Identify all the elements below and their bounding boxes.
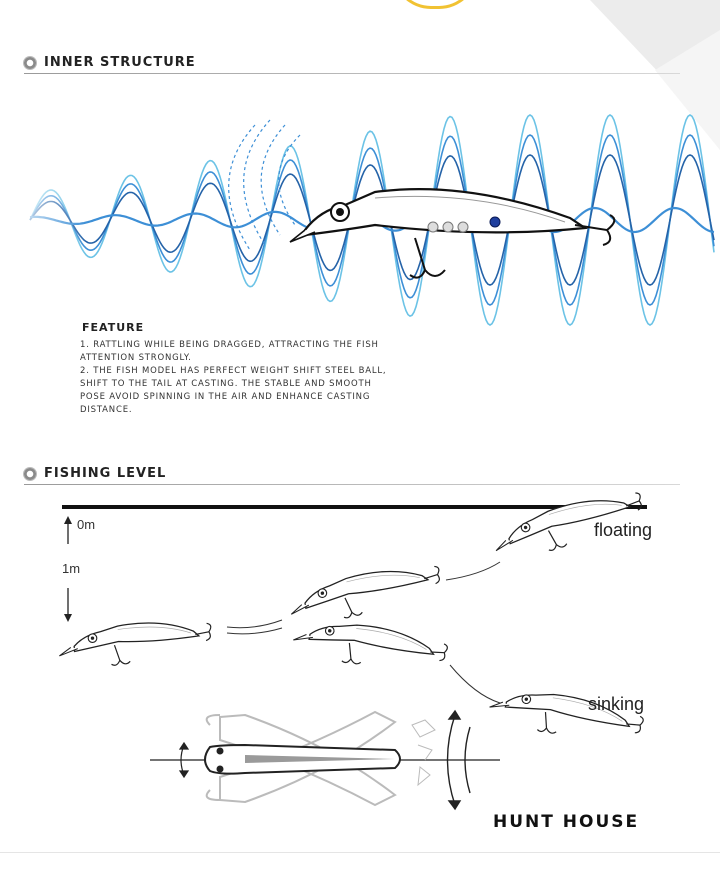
feature-line: 1. RATTLING WHILE BEING DRAGGED, ATTRACTING THE FISH — [80, 340, 379, 350]
feature-line: ATTENTION STRONGLY. — [80, 353, 192, 363]
feature-line: POSE AVOID SPINNING IN THE AIR AND ENHANCE CASTING — [80, 392, 371, 402]
brand-name: HUNT HOUSE — [493, 812, 640, 832]
floating-label: floating — [594, 520, 653, 540]
feature-line: SHIFT TO THE TAIL AT CASTING. THE STABLE AND SMOOTH — [80, 379, 372, 389]
fishing-level-title: FISHING LEVEL — [44, 466, 167, 481]
inner-structure-title: INNER STRUCTURE — [44, 55, 196, 70]
feature-title: FEATURE — [82, 321, 145, 334]
depth-label-mid: 1m — [62, 561, 81, 576]
lure-swing-top-view — [150, 705, 500, 810]
feature-line: DISTANCE. — [80, 405, 133, 415]
footer-divider — [0, 852, 720, 853]
sinking-label: sinking — [588, 694, 645, 714]
depth-label-top: 0m — [77, 517, 96, 532]
feature-line: 2. THE FISH MODEL HAS PERFECT WEIGHT SHIFT STEEL BALL, — [80, 366, 387, 376]
